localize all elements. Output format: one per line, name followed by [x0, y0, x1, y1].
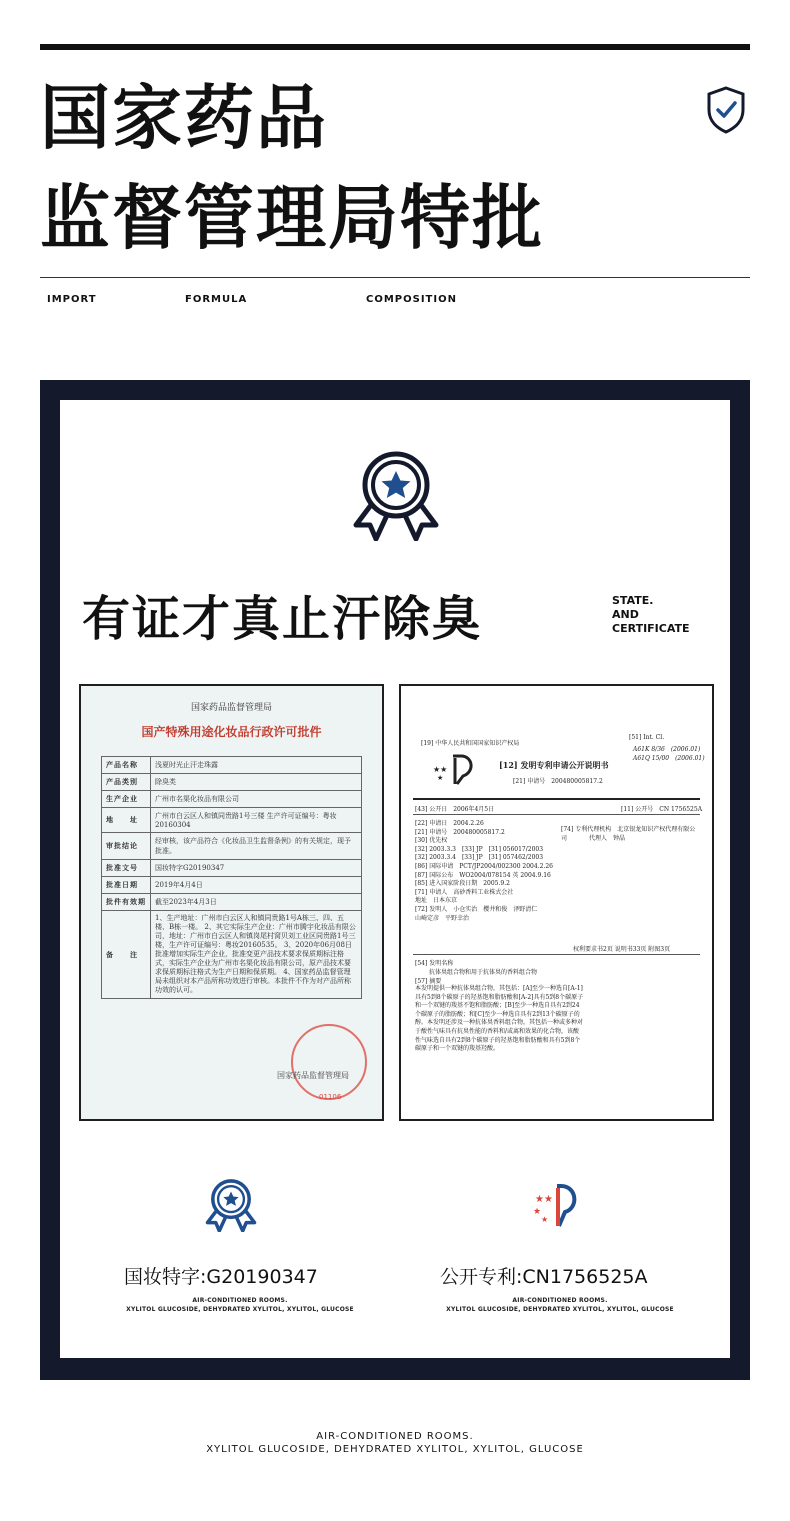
left-caption: AIR-CONDITIONED ROOMS. XYLITOL GLUCOSIDE, DEHYDRATED XYLITOL, XYLITOL, GLUCOSE	[126, 1297, 354, 1313]
svg-text:★★: ★★	[535, 1194, 553, 1205]
license-document	[79, 684, 384, 1121]
official-seal	[291, 1024, 367, 1100]
svg-text:★: ★	[437, 774, 444, 782]
svg-text:★: ★	[541, 1215, 549, 1224]
award-rosette-icon	[205, 1178, 257, 1232]
license-authority: 国家药品监督管理局	[190, 703, 272, 713]
patent-fields: [22] 申请日 2004.2.26 [21] 申请号 200480005817.2 [30] 优先权 [32] 2003.3.3 [33] JP [31] 056017/2003 [32] 2003.3.4 [33] JP [31] 057462/2003 [86] 国际申请 PCT/JP2004/002300 2004.2.26 [87] 国际公布 WO2004/078154 英 2004.9.16 [85] 进入国家阶段日期 2005.9.2 [71] 申请人 高砂香料工业株式会社 地址 日本东京 [72] 发明人 小仓实治 樱井和俊 泽野清仁 山崎定彦 平野幸治	[415, 820, 553, 922]
patent-abstract: 本发明提供一种抗体臭组合物，其包括：[A]至少一种选自[A-1]具有5到8个碳原子的羟基饱和脂肪酸和[A-2]具有5到8个碳原子和一个双键的羧基不饱和脂肪酸；[B]至少一种选自具有2到24个碳原子的脂肪酸；和[C]至少一种选自具有2到13个碳原子的醇。本发明还涉及一种抗体臭香料组合物，其包括一种或多种对于酸性气味具有抗臭性能的香料和/或离和效果的化合物，该酸性气味选自具有2到8个碳原子的羟基饱和脂肪酸和具有5到8个碳原子和一个双键的羧基羟酸。	[415, 985, 584, 1053]
table-row: 地 址 广州市白云区人和镇同贵路1号三楼 生产许可证编号：粤妆20160304	[102, 808, 362, 833]
patent-doc-title: [12] 发明专利申请公开说明书	[499, 760, 609, 770]
certificate-slogan: 有证才真止汗除臭	[82, 591, 483, 647]
patent-invention-name: 抗体臭组合物和用于抗体臭的香料组合物	[429, 969, 538, 976]
header-rule	[40, 277, 750, 278]
patent-document: [19] 中华人民共和国国家知识产权局 [51] Int. Cl. A61K 8/36 (2006.01) A61Q 15/00 (2006.01) ★★ ★ [12] 发明专利申请公开说明书 [21] 申请号 200480005817.2 [43] 公开日 2006年4月5日 [11] 公开号 CN 1756525A [22] 申请日 2004.2.26 [21] 申请号 200480005817.2 [30] 优先权 [32] 2003.3.3 [33] JP [31] 056017/2003 [32] 2003.3.4 [33] JP [31] 057462/2003 [86] 国际申请 PCT/JP2004/002300 2004.2.26 [87] 国际公布 WO2004/078154 英 2004.9.16 [85] 进入国家阶段日期 2005.9.2 [71] 申请人 高砂香料工业株式会社 地址 日本东京 [72] 发明人 小仓实治 樱井和俊 泽野清仁 山崎定彦 平野幸治 [74] 专利代理机构 北京银龙知识产权代理有限公司 代理人 钟晶 权利要求书2页 说明书33页 附图3页 [54] 发明名称 抗体臭组合物和用于抗体臭的香料组合物 [57] 摘要 本发明提供一种抗体臭组合物，其包括：[A]至少一种选自[A-1]具有5到8个碳原子的羟基饱和脂肪酸和[A-2]具有5到8个碳原子和一个双键的羧基不饱和脂肪酸；[B]至少一种选自具有2到24个碳原子的脂肪酸；和[C]至少一种选自具有2到13个碳原子的醇。本发明还涉及一种抗体臭香料组合物，其包括一种或多种对于酸性气味具有抗臭性能的香料和/或离和效果的化合物，该酸性气味选自具有2到8个碳原子的羟基饱和脂肪酸和具有5到8个碳原子和一个双键的羧基羟酸。	[399, 684, 714, 1121]
license-title: 国产特殊用途化妆品行政许可批件	[141, 725, 322, 739]
patent-publication-number: 公开专利:CN1756525A	[440, 1266, 648, 1288]
patent-office-logo	[431, 752, 479, 786]
table-row: 批准日期 2019年4月4日	[102, 877, 362, 894]
patent-agent-person: 代理人 钟晶	[589, 835, 626, 842]
svg-text:★: ★	[533, 1207, 542, 1217]
patent-int-cl: [51] Int. Cl.	[629, 734, 665, 741]
page-title-line2: 监督管理局特批	[40, 177, 544, 259]
table-row: 生产企业 广州市名渠化妆品有限公司	[102, 791, 362, 808]
state-certificate-label: STATE. AND CERTIFICATE	[612, 594, 690, 635]
license-table	[101, 756, 362, 999]
svg-text:★★: ★★	[433, 765, 448, 774]
patent-app-no: [21] 申请号 200480005817.2	[513, 778, 603, 785]
award-rosette-icon	[352, 449, 440, 541]
tag-formula: FORMULA	[185, 294, 248, 305]
shield-check-icon	[706, 86, 746, 134]
patent-office-logo-icon	[531, 1182, 581, 1230]
footer-caption: AIR-CONDITIONED ROOMS. XYLITOL GLUCOSIDE, DEHYDRATED XYLITOL, XYLITOL, GLUCOSE	[206, 1431, 584, 1455]
table-row: 审批结论 经审核，该产品符合《化妆品卫生监督条例》的有关规定，现予批准。	[102, 833, 362, 860]
seal-text: 国家药品监督管理局	[277, 1071, 349, 1080]
right-caption: AIR-CONDITIONED ROOMS. XYLITOL GLUCOSIDE, DEHYDRATED XYLITOL, XYLITOL, GLUCOSE	[446, 1297, 674, 1313]
tag-import: IMPORT	[47, 294, 97, 305]
top-divider	[40, 44, 750, 50]
patent-org: [19] 中华人民共和国国家知识产权局	[421, 740, 520, 747]
patent-claims-note: 权利要求书2页 说明书33页 附图3页	[573, 946, 671, 953]
table-row: 产品名称 浅夏时光止汗走珠露	[102, 757, 362, 774]
table-row: 产品类别 除臭类	[102, 774, 362, 791]
patent-pub-no: [11] 公开号 CN 1756525A	[621, 806, 703, 813]
patent-pub-date: [43] 公开日 2006年4月5日	[415, 806, 495, 813]
patent-agent: [74] 专利代理机构 北京银龙知识产权代理有限公司	[561, 826, 696, 842]
table-row: 批件有效期 截至2023年4月3日	[102, 894, 362, 911]
table-row: 批准文号 国妆特字G20190347	[102, 860, 362, 877]
table-row: 备 注 1、生产地址：广州市白云区人和镇同贵路1号A栋三、四、五楼、B栋一楼。 2、其它实际生产企业：广州市腾宇化妆品有限公司，地址：广州市白云区人和镇岗尾村窝贝刘工业区同贵路1号三楼，生产许可证编号：粤妆20160535。 3、2020年06月08日批准增加实际生产企业，批准变更产品技术要求保质期标注格式，实际生产企业为广州市名渠化妆品有限公司，原产品技术要求保质期标注格式为生产日期和保质期。 4、国家药品监督管理局未组织对本产品所称功效进行审核。本批件不作为对产品所称功效的认可。	[102, 911, 362, 999]
tag-composition: COMPOSITION	[366, 294, 457, 305]
seal-number: 01106	[319, 1093, 342, 1101]
cosmetic-approval-number: 国妆特字:G20190347	[124, 1266, 318, 1288]
page-title-line1: 国家药品	[40, 77, 328, 159]
